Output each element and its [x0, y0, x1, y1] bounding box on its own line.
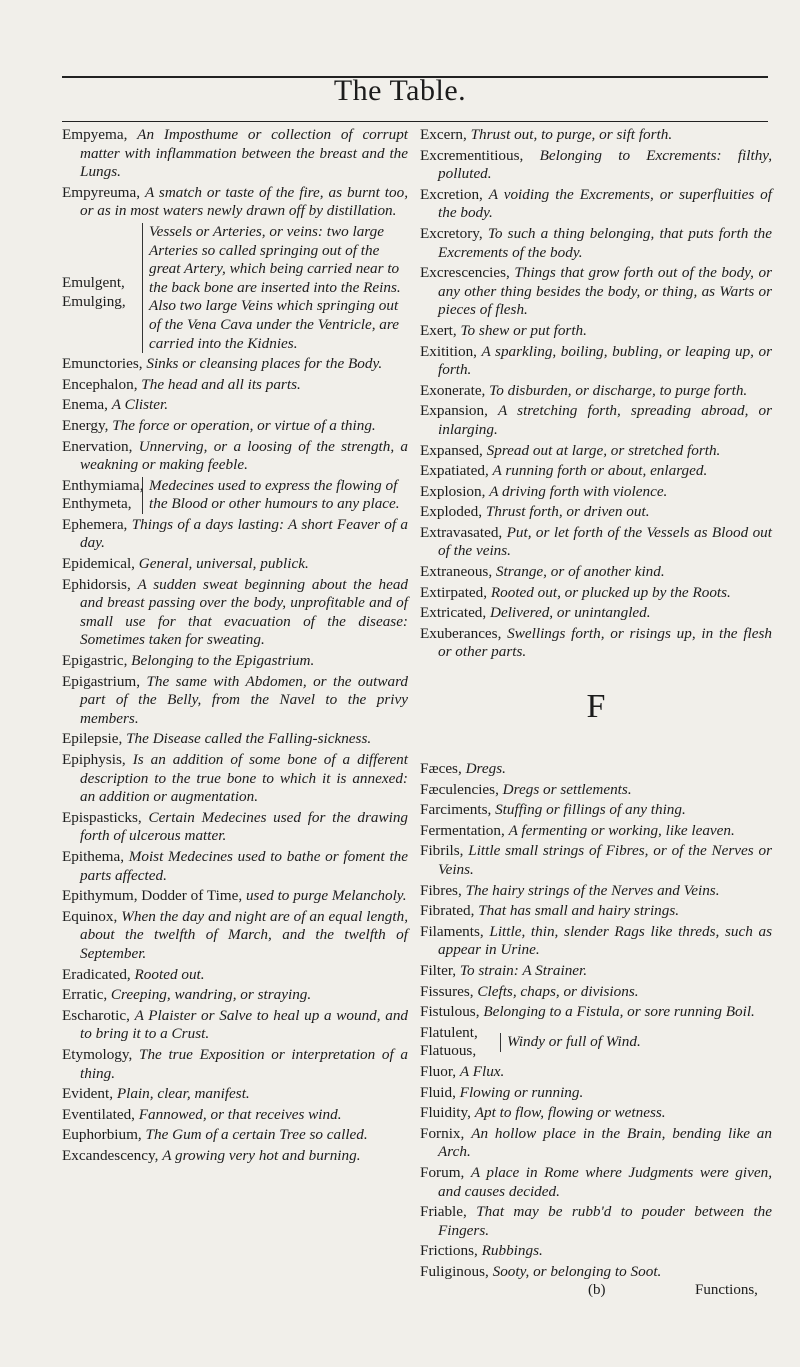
entry-definition: Vessels or Arteries, or veins: two large Arteries so called springing out of the great Artery, which being carried near to the back bone are inserted into the Reins. Also two large Veins which springing out of the Vena Cava under the Ventricle, are carried into the Kidnies. [142, 223, 408, 353]
entry-term: Fornix, [420, 1124, 465, 1142]
glossary-entry [62, 1106, 408, 1125]
page-title: The Table. [333, 74, 467, 107]
entry-term: Empyreuma, [62, 183, 141, 201]
entry-term: Filaments, [420, 922, 484, 940]
glossary-entry [420, 1003, 772, 1022]
entry-term: Fuliginous, [420, 1262, 489, 1280]
glossary-entry [420, 503, 772, 522]
entry-term: Exploded, [420, 503, 483, 521]
entry-definition: Windy or full of Wind. [500, 1033, 641, 1052]
entry-definition: The hairy strings of the Nerves and Veins. [465, 881, 720, 899]
glossary-entry [420, 962, 772, 981]
entry-definition: Put, or let forth of the Vessels as Blood out of the veins. [438, 523, 772, 560]
entry-term: Excern, [420, 126, 467, 143]
glossary-entry [420, 462, 772, 481]
glossary-entry [420, 760, 772, 779]
entry-term: Enema, [62, 396, 108, 414]
entry-definition: Apt to flow, flowing or wetness. [474, 1104, 666, 1122]
glossary-entry [420, 923, 772, 960]
entry-definition: Little, thin, slender Rags like threds, such as appear in Urine. [438, 922, 772, 959]
entry-term: Fibrils, [420, 842, 464, 860]
entry-term: Excrementitious, [420, 146, 524, 164]
entry-term: Flatulent, [420, 1023, 478, 1041]
entry-term: Exert, [420, 321, 457, 339]
glossary-entry [62, 652, 408, 671]
entry-definition: To shew or put forth. [460, 321, 587, 339]
entry-term: Energy, [62, 416, 109, 434]
glossary-entry [420, 264, 772, 320]
entry-definition: A driving forth with violence. [489, 482, 668, 500]
entry-definition: To such a thing belonging, that puts forth the Excrements of the body. [438, 224, 773, 261]
glossary-entry [420, 343, 772, 380]
glossary-entry [420, 842, 772, 879]
entry-definition: Thrust forth, or driven out. [485, 503, 650, 521]
entry-term: Epilepsie, [62, 730, 123, 748]
header-rule-bottom [62, 121, 768, 122]
section-letter-f: F [586, 688, 606, 726]
entry-definition: General, universal, publick. [138, 555, 309, 573]
entry-definition: Spread out at large, or stretched forth. [486, 441, 721, 459]
glossary-entry [420, 563, 772, 582]
entry-definition: Rubbings. [481, 1242, 543, 1260]
entry-term: Fissures, [420, 982, 474, 1000]
entry-term: Epithymum, Dodder of Time, [62, 887, 243, 905]
entry-definition: A Flux. [459, 1062, 505, 1080]
entry-definition: A place in Rome where Judgments were given, and causes decided. [438, 1163, 772, 1200]
entry-definition: A sparkling, boiling, bubling, or leaping up, or forth. [438, 342, 773, 379]
bracketed-entry [420, 1024, 772, 1061]
entry-term: Enthymiama, [62, 476, 144, 494]
glossary-entry [62, 516, 408, 553]
page-footer [0, 1282, 800, 1306]
entry-term: Enervation, [62, 437, 133, 455]
entry-term: Excandescency, [62, 1146, 159, 1164]
entry-term: Excretory, [420, 224, 483, 242]
entry-term: Fibrated, [420, 902, 475, 920]
entry-term: Epithema, [62, 847, 124, 865]
entry-term: Forum, [420, 1163, 465, 1181]
bracketed-entry [62, 477, 408, 514]
entry-term: Exuberances, [420, 624, 502, 642]
entry-definition: Thrust out, to purge, or sift forth. [470, 126, 673, 143]
entry-term: Fibres, [420, 881, 462, 899]
entry-term: Empyema, [62, 126, 128, 143]
entry-term: Fæces, [420, 760, 462, 778]
entry-definition: Rooted out. [134, 965, 205, 983]
entry-definition: A smatch or taste of the fire, as burnt too, or as in most waters newly drawn off by distillation. [80, 183, 409, 220]
glossary-entry [420, 186, 772, 223]
glossary-entry [420, 882, 772, 901]
entry-definition: Moist Medecines used to bathe or foment the parts affected. [80, 847, 408, 884]
left-column [62, 126, 408, 1167]
entry-definition: The same with Abdomen, or the outward part of the Belly, from the Navel to the privy members. [80, 672, 409, 727]
glossary-entry [62, 184, 408, 221]
entry-definition: Dregs. [465, 760, 506, 778]
glossary-entry [420, 822, 772, 841]
entry-term: Expatiated, [420, 462, 489, 480]
entry-definition: Little small strings of Fibres, or of the Nerves or Veins. [438, 842, 772, 878]
entry-term: Epispasticks, [62, 808, 142, 826]
entry-definition: That may be rubb'd to pouder between the Fingers. [438, 1203, 772, 1239]
glossary-entry [62, 730, 408, 749]
entry-definition: The Disease called the Falling-sickness. [126, 730, 372, 748]
glossary-entry [62, 438, 408, 475]
glossary-entry [62, 126, 408, 182]
glossary-entry [420, 781, 772, 800]
entry-definition: The Gum of a certain Tree so called. [145, 1126, 368, 1144]
entry-definition: Delivered, or unintangled. [490, 604, 651, 622]
entry-definition: The true Exposition or interpretation of a thing. [80, 1045, 408, 1082]
entry-term: Encephalon, [62, 375, 138, 393]
entry-definition: An Imposthume or collection of corrupt matter with inflammation between the breast and the Lungs. [80, 126, 409, 181]
entry-definition: A running forth or about, enlarged. [492, 462, 708, 480]
glossary-entry [62, 848, 408, 885]
entry-term: Extirpated, [420, 583, 488, 601]
entry-term: Eradicated, [62, 965, 131, 983]
entry-definition: The head and all its parts. [141, 375, 301, 393]
entry-definition: A stretching forth, spreading abroad, or inlarging. [438, 402, 772, 438]
glossary-entry [62, 576, 408, 650]
glossary-entry [62, 555, 408, 574]
glossary-entry [420, 801, 772, 820]
glossary-entry [62, 1007, 408, 1044]
entry-definition: A growing very hot and burning. [162, 1146, 361, 1164]
glossary-entry [420, 483, 772, 502]
glossary-entry [420, 584, 772, 603]
entry-definition: When the day and night are of an equal length, about the twelfth of March, and the twelfth of September. [80, 907, 409, 962]
entry-definition: A fermenting or working, like leaven. [508, 821, 735, 839]
entry-definition: Fannowed, or that receives wind. [138, 1105, 342, 1123]
glossary-entry [420, 983, 772, 1002]
glossary-entry [420, 1104, 772, 1123]
glossary-entry [62, 1147, 408, 1166]
entry-term: Fluid, [420, 1083, 456, 1101]
entry-definition: An hollow place in the Brain, bending like an Arch. [438, 1124, 772, 1161]
entry-term: Etymology, [62, 1045, 133, 1063]
bracketed-entry [62, 223, 408, 353]
entry-definition: Things that grow forth out of the body, or any other thing besides the body, or thing, as Warts or pieces of flesh. [438, 264, 773, 319]
entry-term: Fæculencies, [420, 780, 499, 798]
entry-term: Frictions, [420, 1242, 478, 1260]
glossary-entry [420, 225, 772, 262]
glossary-entry [62, 751, 408, 807]
entry-definition: used to purge Melancholy. [245, 887, 407, 905]
entry-definition: That has small and hairy strings. [478, 902, 680, 920]
entry-definition: Belonging to the Epigastrium. [131, 652, 315, 670]
glossary-entry [420, 442, 772, 461]
entry-term: Emulgent, [62, 273, 125, 291]
signature-mark: (b) [588, 1282, 606, 1298]
entry-term: Euphorbium, [62, 1126, 142, 1144]
glossary-entry [62, 809, 408, 846]
entry-definition: The force or operation, or virtue of a thing. [112, 416, 376, 434]
entry-term: Explosion, [420, 482, 486, 500]
bracketed-terms [420, 1024, 500, 1061]
entry-term: Ephidorsis, [62, 575, 131, 593]
entry-term: Flatuous, [420, 1042, 477, 1060]
entry-term: Exitition, [420, 342, 477, 360]
entry-definition: To strain: A Strainer. [459, 961, 588, 979]
entry-definition: Creeping, wandring, or straying. [110, 986, 312, 1004]
entry-term: Fluidity, [420, 1104, 471, 1122]
entry-definition: Stuffing or fillings of any thing. [495, 801, 686, 819]
entry-term: Excretion, [420, 185, 483, 203]
glossary-entry [420, 1125, 772, 1162]
glossary-entry [62, 417, 408, 436]
entry-term: Epigastric, [62, 652, 128, 670]
entry-term: Ephemera, [62, 515, 128, 533]
catchword: Functions, [695, 1282, 758, 1298]
glossary-entry [420, 126, 772, 145]
entry-term: Excrescencies, [420, 264, 510, 282]
entry-term: Expansion, [420, 402, 488, 420]
entry-term: Escharotic, [62, 1006, 130, 1024]
entry-definition: A Plaister or Salve to heal up a wound, and to bring it to a Crust. [80, 1006, 409, 1043]
entry-definition: Things of a days lasting: A short Feaver of a day. [80, 515, 408, 552]
glossary-entry [420, 625, 772, 662]
glossary-entry [420, 1242, 772, 1261]
glossary-entry [420, 1263, 772, 1282]
glossary-entry [62, 887, 408, 906]
entry-term: Fluor, [420, 1062, 457, 1080]
bracketed-terms [62, 477, 142, 514]
entry-definition: Belonging to Excrements: filthy, polluted. [438, 146, 773, 183]
glossary-entry [62, 673, 408, 729]
entry-definition: To disburden, or discharge, to purge forth. [489, 381, 748, 399]
glossary-entry [420, 1203, 772, 1240]
glossary-entry [62, 1046, 408, 1083]
entry-term: Erratic, [62, 986, 108, 1004]
glossary-entry [420, 524, 772, 561]
entry-term: Emunctories, [62, 355, 143, 373]
glossary-entry [420, 382, 772, 401]
glossary-entry [62, 376, 408, 395]
right-column-e-entries [420, 126, 772, 662]
glossary-entry [420, 902, 772, 921]
entry-definition: Swellings forth, or risings up, in the flesh or other parts. [438, 624, 772, 661]
entry-definition: Sooty, or belonging to Soot. [492, 1262, 662, 1280]
entry-term: Friable, [420, 1203, 467, 1221]
entry-definition: Is an addition of some bone of a different description to the true bone to which it is annexed: an addition or augmentation. [80, 751, 409, 806]
entry-term: Extravasated, [420, 523, 503, 541]
entry-definition: Flowing or running. [459, 1083, 584, 1101]
entry-definition: Unnerving, or a loosing of the strength, a weakning or making feeble. [80, 437, 408, 474]
entry-definition: A sudden sweat beginning about the head and breast passing over the body, unprofitable and of small use for that evacuation of the disease: Sometimes taken for sweating. [80, 575, 409, 649]
glossary-entry [62, 1126, 408, 1145]
glossary-entry [62, 908, 408, 964]
entry-definition: Medecines used to express the flowing of the Blood or other humours to any place. [142, 477, 408, 514]
glossary-entry [420, 1084, 772, 1103]
entry-definition: Dregs or settlements. [502, 780, 632, 798]
glossary-entry [420, 1063, 772, 1082]
glossary-entry [62, 355, 408, 374]
entry-term: Enthymeta, [62, 495, 132, 513]
entry-term: Epidemical, [62, 555, 135, 573]
entry-term: Emulging, [62, 292, 126, 310]
entry-term: Extricated, [420, 604, 487, 622]
right-column [420, 126, 772, 1283]
entry-term: Extraneous, [420, 563, 493, 581]
entry-definition: Certain Medecines used for the drawing forth of ulcerous matter. [80, 808, 409, 845]
entry-term: Farciments, [420, 801, 492, 819]
entry-term: Exonerate, [420, 381, 486, 399]
right-column-f-entries [420, 760, 772, 1281]
entry-definition: Belonging to a Fistula, or sore running Boil. [483, 1003, 755, 1021]
entry-term: Fistulous, [420, 1003, 480, 1021]
entry-definition: Strange, or of another kind. [495, 563, 665, 581]
entry-term: Eventilated, [62, 1105, 135, 1123]
glossary-entry [420, 604, 772, 623]
glossary-entry [420, 402, 772, 439]
entry-term: Fermentation, [420, 821, 505, 839]
entry-term: Equinox, [62, 907, 118, 925]
glossary-entry [62, 396, 408, 415]
entry-term: Filter, [420, 961, 457, 979]
entry-definition: Plain, clear, manifest. [116, 1085, 250, 1103]
entry-term: Evident, [62, 1085, 114, 1103]
glossary-entry [420, 1164, 772, 1201]
bracketed-terms [62, 274, 142, 353]
entry-definition: A voiding the Excrements, or superfluities of the body. [438, 185, 772, 222]
glossary-entry [62, 986, 408, 1005]
glossary-entry [420, 147, 772, 184]
glossary-entry [62, 1085, 408, 1104]
entry-term: Expansed, [420, 441, 483, 459]
entry-term: Epiphysis, [62, 751, 126, 768]
glossary-entry [420, 322, 772, 341]
entry-definition: Sinks or cleansing places for the Body. [146, 355, 383, 373]
entry-definition: Clefts, chaps, or divisions. [477, 982, 639, 1000]
entry-definition: A Clister. [111, 396, 169, 414]
glossary-entry [62, 966, 408, 985]
entry-term: Epigastrium, [62, 672, 141, 690]
entry-definition: Rooted out, or plucked up by the Roots. [490, 583, 731, 601]
